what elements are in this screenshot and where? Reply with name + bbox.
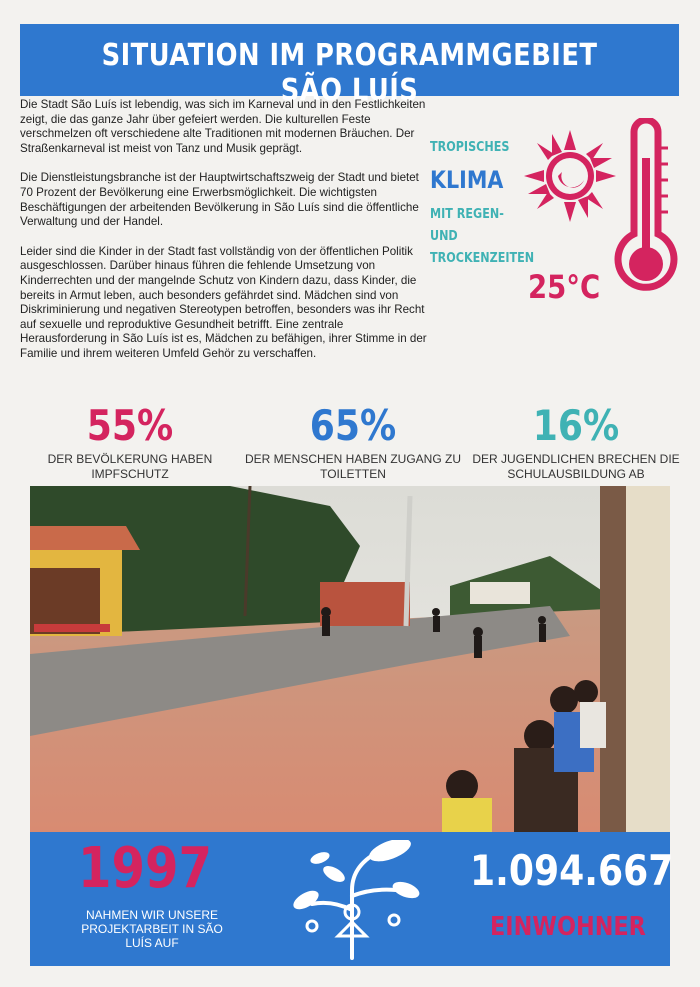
temperature-value: 25°C [528,268,601,306]
stat-school-dropout [466,400,686,482]
footer-banner [30,832,674,966]
stat-school-dropout-label: DER JUGENDLICHEN BRECHEN DIE SCHULAUSBILDUNG AB [472,452,680,481]
founding-year: 1997 [78,836,213,901]
stat-vaccination [20,400,240,482]
population-label: EINWOHNER [490,912,646,942]
paragraph-economy: Die Dienstleistungsbranche ist der Hauptwirtschaftszweig der Stadt und bietet 70 Prozent der Bevölkerung eine Erwerbsmöglichkeit. Die wichtigsten Beschäftigungen der arbeitenden Bevölkerung in São Luís sind die öffentliche Verwaltung und der Handel. [20,171,419,229]
sun-icon [522,128,618,224]
street-photo [30,486,670,832]
thermometer-icon [614,118,678,302]
stat-vaccination-label: DER BEVÖLKERUNG HABEN IMPFSCHUTZ [47,452,213,481]
body-text [20,98,428,377]
tree-with-children-icon [272,840,432,960]
stat-school-dropout-value: 16% [532,401,620,450]
header-banner [20,24,679,108]
stat-toilets-value: 65% [309,401,397,450]
paragraph-children: Leider sind die Kinder in der Stadt fast vollständig von der öffentlichen Politik ausgeschlossen. Darüber hinaus führen die fehlende Umsetzung von Kinderrechten und der mangelnde Schutz von Kindern dazu, dass Kinder, die bereits in Armut leben, auch besonders gefährdet sind. Mädchen sind von Diskriminierung und negativen Stereotypen betroffen, besonders was ihr Recht auf sexuelle und reproduktive Gesundheit betrifft. Eine zentrale Herausforderung in São Luís ist es, Mädchen zu befähigen, ihrer Stimme in der Familie und ihrem weiteren Umfeld Gehör zu verschaffen. [20,244,427,360]
paragraph-carnival: Die Stadt São Luís ist lebendig, was sich im Karneval und in den Festlichkeiten zeigt, die das ganze Jahr über gefeiert werden. Die kulturellen Feste verschmelzen oft verschiedene alte Traditionen mit modernen Bräuchen. Der Straßenkarneval ist meist von Tanz und Musik geprägt. [20,98,426,155]
climate-line-seasons: MIT REGEN- UND TROCKENZEITEN [430,207,535,266]
climate-infographic [430,118,680,318]
page-title: SITUATION IM PROGRAMMGEBIET SÃO LUÍS [101,38,598,108]
population-value: 1.094.667 [470,846,674,895]
founding-year-label: NAHMEN WIR UNSERE PROJEKTARBEIT IN SÃO LUÍS AUF [81,908,223,950]
stat-toilets-label: DER MENSCHEN HABEN ZUGANG ZU TOILETTEN [244,452,462,481]
climate-line-tropical: TROPISCHES [430,140,510,155]
stat-vaccination-value: 55% [86,401,174,450]
climate-line-climate: KLIMA [430,166,504,194]
stat-toilets [243,400,463,482]
